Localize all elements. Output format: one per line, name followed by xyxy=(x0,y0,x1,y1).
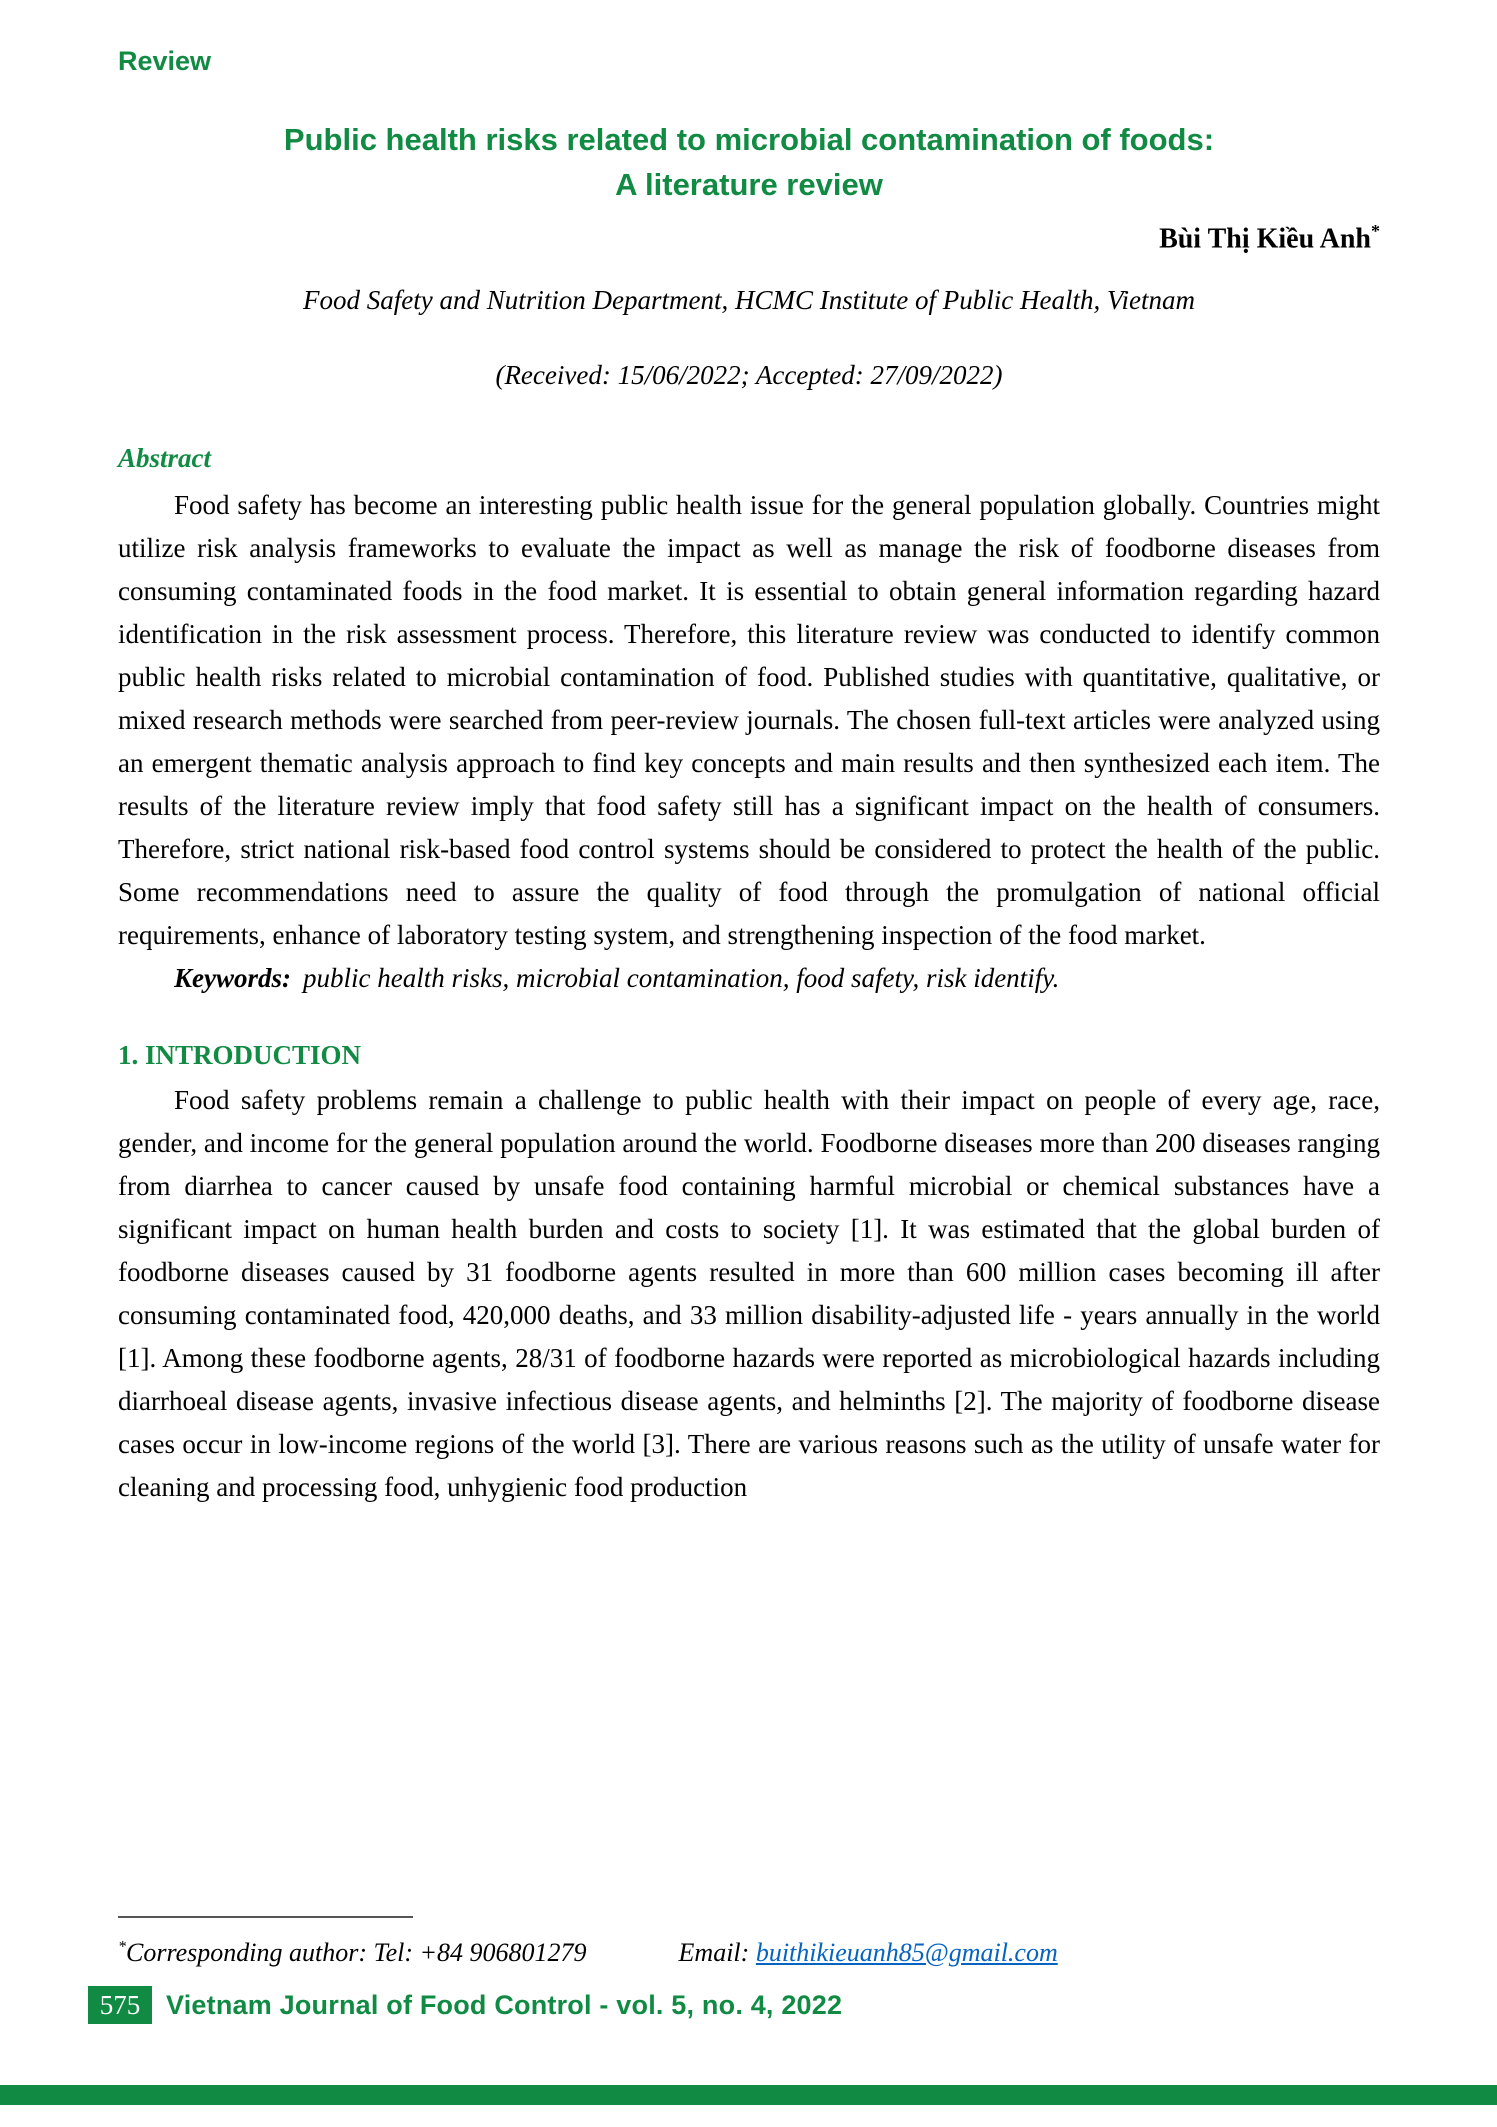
footnote-mark: * xyxy=(118,1938,126,1956)
footnote-divider xyxy=(118,1916,413,1918)
received-accepted-dates: (Received: 15/06/2022; Accepted: 27/09/2022) xyxy=(495,360,1003,391)
article-title-line1: Public health risks related to microbial contamination of foods: xyxy=(283,122,1215,157)
footnote xyxy=(118,1938,1380,1968)
keywords-label: Keywords: xyxy=(174,963,291,994)
abstract-heading: Abstract xyxy=(118,443,212,474)
keywords-text: public health risks, microbial contamination, food safety, risk identify. xyxy=(303,963,1060,994)
article-type-label: Review xyxy=(118,46,212,76)
author-name: Bùi Thị Kiều Anh xyxy=(1159,223,1371,255)
corresponding-author-email-link[interactable]: buithikieuanh85@gmail.com xyxy=(755,1938,1058,1967)
author-line xyxy=(118,221,1380,255)
page-number: 575 xyxy=(99,1989,141,2020)
journal-name: Vietnam Journal of Food Control - vol. 5, no. 4, 2022 xyxy=(166,1989,843,2020)
introduction-heading: 1. INTRODUCTION xyxy=(118,1040,362,1071)
article-title xyxy=(118,117,1380,207)
footnote-text: Corresponding author: Tel: +84 906801279 xyxy=(126,1938,587,1967)
footer-bar xyxy=(0,2085,1497,2105)
author-corresponding-mark: * xyxy=(1371,221,1380,241)
keywords-line xyxy=(118,957,1380,1000)
page-number-badge xyxy=(88,1986,152,2024)
affiliation: Food Safety and Nutrition Department, HCMC Institute of Public Health, Vietnam xyxy=(303,285,1195,316)
page-footer xyxy=(88,1986,842,2024)
article-title-line2: A literature review xyxy=(615,167,883,202)
introduction-paragraph: Food safety problems remain a challenge to public health with their impact on people of every age, race, gender, and income for the general population around the world. Foodborne diseases more than 200 diseases ranging from diarrhea to cancer caused by unsafe food containing harmful microbial or chemical substances have a significant impact on human health burden and costs to society [1]. It was estimated that the global burden of foodborne diseases caused by 31 foodborne agents resulted in more than 600 million cases becoming ill after consuming contaminated food, 420,000 deaths, and 33 million disability-adjusted life - years annually in the world [1]. Among these foodborne agents, 28/31 of foodborne hazards were reported as microbiological hazards including diarrhoeal disease agents, invasive infectious disease agents, and helminths [2]. The majority of foodborne disease cases occur in low-income regions of the world [3]. There are various reasons such as the utility of unsafe water for cleaning and processing food, unhygienic food production xyxy=(118,1085,1380,1503)
abstract-paragraph: Food safety has become an interesting public health issue for the general population globally. Countries might utilize risk analysis frameworks to evaluate the impact as well as manage the risk of foodborne diseases from consuming contaminated foods in the food market. It is essential to obtain general information regarding hazard identification in the risk assessment process. Therefore, this literature review was conducted to identify common public health risks related to microbial contamination of food. Published studies with quantitative, qualitative, or mixed research methods were searched from peer-review journals. The chosen full-text articles were analyzed using an emergent thematic analysis approach to find key concepts and main results and then synthesized each item. The results of the literature review imply that food safety still has a significant impact on the health of consumers. Therefore, strict national risk-based food control systems should be considered to protect the health of the public. Some recommendations need to assure the quality of food through the promulgation of national official requirements, enhance of laboratory testing system, and strengthening inspection of the food market. xyxy=(118,490,1380,951)
footnote-email-label: Email: xyxy=(678,1938,750,1967)
